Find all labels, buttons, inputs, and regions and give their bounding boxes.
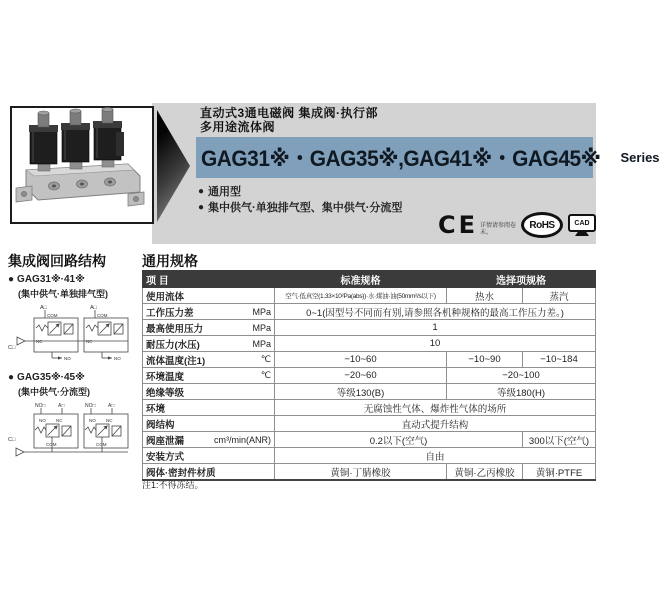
- col-item: 项 目: [143, 271, 275, 288]
- row-item: 安装方式: [146, 451, 185, 463]
- diagram2-subtitle: (集中供气·分流型): [18, 387, 90, 397]
- port-a-label: A□: [58, 403, 65, 409]
- cell-standard: 等级130(B): [275, 384, 447, 400]
- row-item: 耐压力(水压): [146, 339, 200, 351]
- feature-bullet-1: [198, 183, 241, 199]
- no-label: NO: [89, 418, 96, 423]
- row-item: 阀体·密封件材质: [146, 467, 216, 479]
- circuit-section-title: 集成阀回路结构: [8, 253, 106, 269]
- cell-hot-water: 黄铜·乙丙橡胶: [447, 464, 523, 481]
- product-photo: [10, 106, 154, 224]
- row-unit: MPa: [252, 322, 271, 333]
- cell-standard: 空气·低真空(1.33×10²Pa(abs))·水·煤油·油(50mm²/s以下): [275, 288, 447, 304]
- table-row: [143, 384, 596, 400]
- series-title-bar: [196, 137, 660, 178]
- nc-label: NC: [86, 339, 93, 344]
- row-item: 环境温度: [146, 371, 185, 383]
- circuit-diagram-gag31-41: [8, 300, 136, 374]
- cell-hot-water: −10~90: [447, 352, 523, 368]
- nc-label: NC: [106, 418, 113, 423]
- diagram2-name: GAG35※·45※: [17, 372, 85, 383]
- feature-1-label: 通用型: [208, 186, 242, 198]
- no-label: NO: [114, 356, 121, 361]
- certification-row: [438, 209, 596, 241]
- port-a-label: A□: [90, 305, 97, 311]
- circuit-diagram-gag35-45: [8, 398, 136, 472]
- cell-standard-hot: 0.2以下(空气): [275, 432, 523, 448]
- cell-all: 0~1(因型号不同而有别,请参照各机种规格的最高工作压力差。): [275, 304, 596, 320]
- bullet-icon: [198, 185, 204, 197]
- col-standard: 标准规格: [275, 271, 447, 288]
- table-row: [143, 288, 596, 304]
- cell-steam: 黄铜·PTFE: [523, 464, 596, 481]
- no-port-label: NO□: [35, 403, 46, 409]
- row-item: 绝缘等级: [146, 387, 185, 399]
- rohs-badge-icon: [521, 212, 563, 238]
- solenoid-valve-image: [12, 108, 148, 218]
- cad-badge-icon: [568, 214, 596, 236]
- no-port-label: NO□: [85, 403, 96, 409]
- category-line-2: 多用途流体阀: [200, 120, 276, 134]
- specs-table: [142, 270, 596, 481]
- cell-standard: −20~60: [275, 368, 447, 384]
- table-row: [143, 352, 596, 368]
- row-unit: ℃: [260, 354, 271, 364]
- table-row: [143, 432, 596, 448]
- nc-label: NC: [56, 418, 63, 423]
- table-row: [143, 400, 596, 416]
- feature-bullet-2: [198, 199, 402, 215]
- row-unit: MPa: [252, 338, 271, 349]
- no-label: NO: [64, 356, 71, 361]
- series-title: GAG31※・GAG35※,GAG41※・GAG45※: [201, 146, 601, 171]
- ce-note: 详情请参阅卷末。: [480, 223, 517, 236]
- cell-steam: 300以下(空气): [523, 432, 596, 448]
- diagram1-subtitle: (集中供气·单独排气型): [18, 289, 108, 299]
- diagram2-name-row: [8, 372, 85, 383]
- com-label: COM: [96, 442, 107, 447]
- cell-hot-water: 热水: [447, 288, 523, 304]
- com-label: COM: [47, 313, 58, 318]
- cell-all: 10: [275, 336, 596, 352]
- table-row: [143, 336, 596, 352]
- diagram1-name-row: [8, 274, 85, 285]
- port-a-label: A□: [108, 403, 115, 409]
- row-item: 最高使用压力: [146, 323, 204, 335]
- series-suffix: Series: [620, 150, 660, 165]
- cell-optional: 等级180(H): [447, 384, 596, 400]
- table-row: [143, 416, 596, 432]
- specs-section-title: 通用规格: [142, 253, 198, 269]
- cell-standard: −10~60: [275, 352, 447, 368]
- table-row: [143, 304, 596, 320]
- row-unit: MPa: [252, 306, 271, 317]
- table-row: [143, 464, 596, 481]
- col-optional: 选择项规格: [447, 271, 596, 288]
- feature-2-label: 集中供气·单独排气型、集中供气·分流型: [208, 202, 403, 214]
- cell-all: 直动式提升结构: [275, 416, 596, 432]
- com-label: COM: [97, 313, 108, 318]
- nc-label: NC: [36, 339, 43, 344]
- port-a-label: A□: [40, 305, 47, 311]
- row-item: 使用流体: [146, 291, 185, 303]
- bullet-icon: [198, 201, 204, 213]
- bullet-icon: [8, 274, 14, 285]
- diagram1-name: GAG31※·41※: [17, 274, 85, 285]
- row-unit: ℃: [260, 370, 271, 380]
- cell-all: 自由: [275, 448, 596, 464]
- row-item: 流体温度(注1): [146, 355, 206, 367]
- row-item: 环境: [146, 403, 166, 415]
- category-line-1: 直动式3通电磁阀 集成阀·执行部: [200, 106, 379, 120]
- inlet-port-label: C□: [8, 345, 16, 351]
- row-unit: cm³/min(ANR): [214, 434, 271, 445]
- cell-all: 无腐蚀性气体、爆炸性气体的场所: [275, 400, 596, 416]
- inlet-port-label: C□: [8, 437, 16, 443]
- table-footnote: 注1:不得冻结。: [142, 480, 204, 490]
- com-label: COM: [46, 442, 57, 447]
- cell-steam: 蒸汽: [523, 288, 596, 304]
- table-header-row: [143, 271, 596, 288]
- no-label: NO: [39, 418, 46, 423]
- cell-optional: −20~100: [447, 368, 596, 384]
- cell-standard: 黄铜·丁腈橡胶: [275, 464, 447, 481]
- row-item: 阀结构: [146, 419, 175, 431]
- ce-mark-icon: CE: [438, 211, 479, 239]
- cell-all: 1: [275, 320, 596, 336]
- cell-steam: −10~184: [523, 352, 596, 368]
- cad-label: CAD: [574, 219, 590, 227]
- table-row: [143, 320, 596, 336]
- bullet-icon: [8, 372, 14, 383]
- table-row: [143, 448, 596, 464]
- row-item: 阀座泄漏: [146, 435, 185, 447]
- rohs-label: RoHS: [529, 219, 555, 231]
- table-row: [143, 368, 596, 384]
- row-item: 工作压力差: [146, 307, 194, 319]
